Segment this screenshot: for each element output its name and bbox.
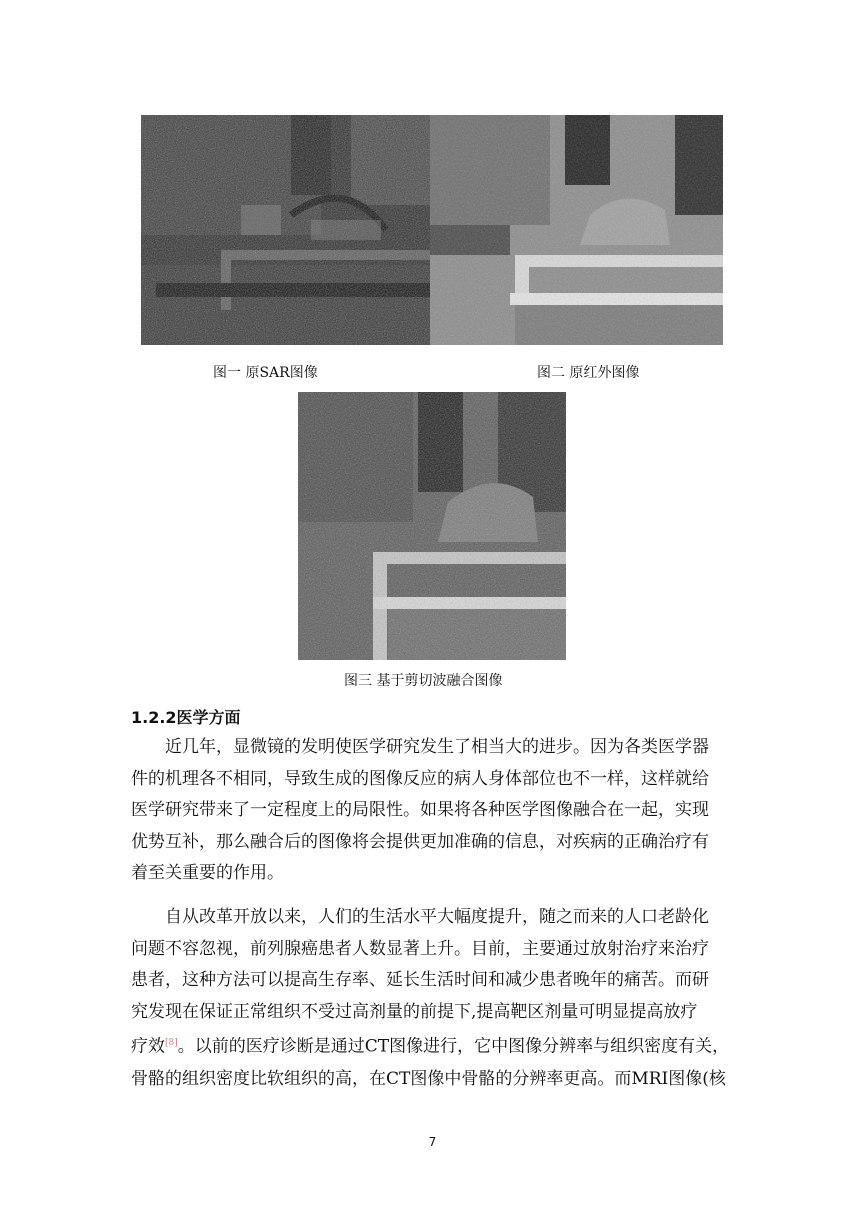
paragraph-2-line: 问题不容忽视，前列腺癌患者人数显著上升。目前，主要通过放射治疗来治疗	[131, 938, 709, 959]
section-heading: 1.2.2医学方面	[131, 708, 241, 727]
cite-line-end: 。以前的医疗诊断是通过CT图像进行，它中图像分辨率与组织密度有关，	[177, 1037, 730, 1058]
paragraph-2	[131, 902, 735, 1095]
figure-3-caption: 图三 基于剪切波融合图像	[344, 673, 503, 689]
paragraph-2-line: 骨骼的组织密度比软组织的高，在CT图像中骨骼的分辨率更高。而MRI图像(核	[131, 1068, 726, 1089]
figure-2-caption: 图二 原红外图像	[537, 365, 640, 381]
fused-image	[298, 392, 566, 660]
paragraph-1	[131, 732, 735, 890]
sar-image	[141, 115, 430, 345]
infrared-image	[430, 115, 723, 345]
paragraph-2-line: 究发现在保证正常组织不受过高剂量的前提下,提高靶区剂量可明显提高放疗	[131, 1001, 698, 1022]
paragraph-1-line: 件的机理各不相同，导致生成的图像反应的病人身体部位也不一样，这样就给	[131, 768, 709, 789]
paragraph-2-line: 患者，这种方法可以提高生存率、延长生活时间和减少患者晚年的痛苦。而研	[131, 970, 709, 991]
figure-1-caption: 图一 原SAR图像	[213, 365, 318, 381]
paragraph-1-line: 优势互补，那么融合后的图像将会提供更加准确的信息，对疾病的正确治疗有	[131, 831, 709, 852]
paragraph-2-line	[131, 1028, 735, 1063]
paragraph-2-line: 自从改革开放以来，人们的生活水平大幅度提升，随之而来的人口老龄化	[165, 907, 709, 927]
paragraph-1-line: 近几年，显微镜的发明使医学研究发生了相当大的进步。因为各类医学器	[165, 737, 709, 757]
citation-link[interactable]: [8]	[165, 1038, 178, 1049]
cite-line-start: 疗效	[131, 1037, 165, 1058]
paragraph-1-line: 着至关重要的作用。	[131, 863, 284, 884]
page-number: 7	[428, 1135, 437, 1149]
paragraph-1-line: 医学研究带来了一定程度上的局限性。如果将各种医学图像融合在一起，实现	[131, 800, 709, 821]
